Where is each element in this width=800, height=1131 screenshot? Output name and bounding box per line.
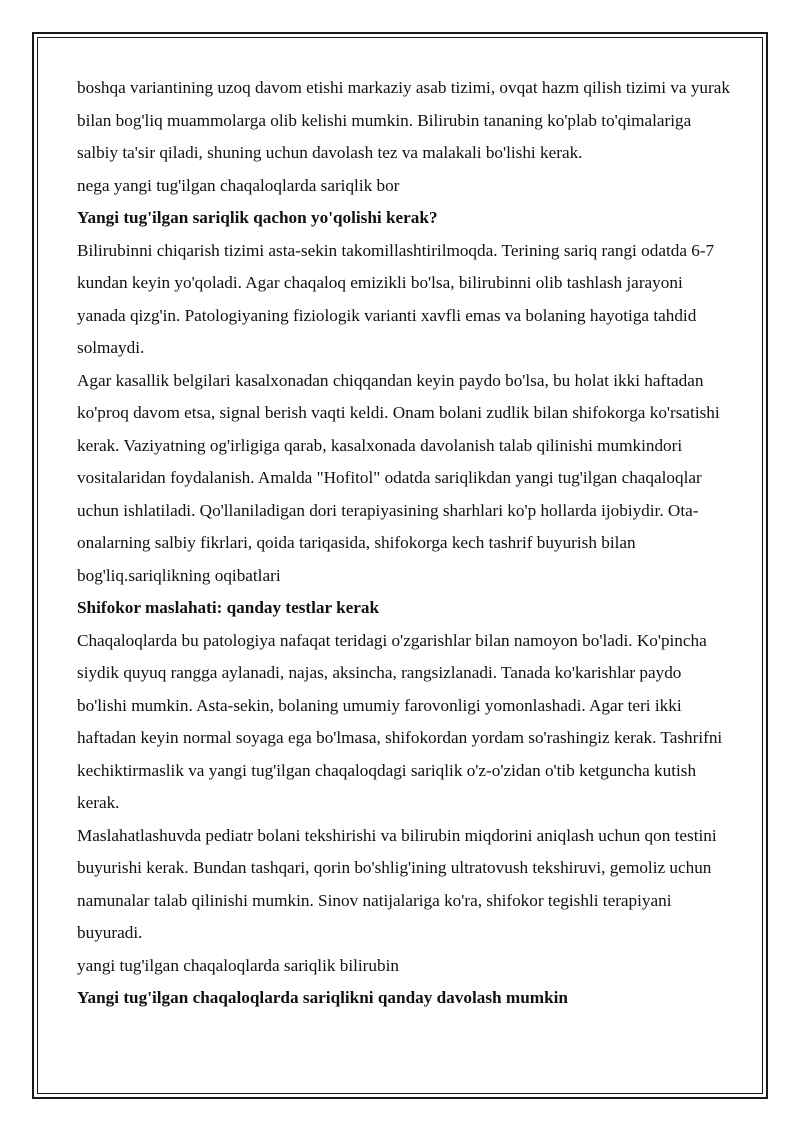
paragraph: Agar kasallik belgilari kasalxonadan chiqqandan keyin paydo bo'lsa, bu holat ikki haftadan ko'proq davom etsa, signal berish vaqti keldi. Onam bolani zudlik bilan shifokorga ko'rsatishi kerak. Vaziyatning og'irligiga qarab, kasalxonada davolanish talab qilinishi mumkindori vositalaridan foydalanish. Amalda "Hofitol" odatda sariqlikdan yangi tug'ilgan chaqaloqlar uchun ishlatiladi. Qo'llaniladigan dori terapiyasining sharhlari ko'p hollarda ijobiydir. Ota-onalarning salbiy fikrlari, qoida tariqasida, shifokorga kech tashrif buyurish bilan bog'liq.sariqlikning oqibatlari bbox=[77, 370, 720, 585]
document-body bbox=[77, 72, 733, 1015]
section-heading: Yangi tug'ilgan sariqlik qachon yo'qolishi kerak? bbox=[77, 208, 438, 227]
section-heading: Shifokor maslahati: qanday testlar kerak bbox=[77, 598, 380, 617]
section-heading: Yangi tug'ilgan chaqaloqlarda sariqlikni qanday davolash mumkin bbox=[77, 988, 568, 1007]
image-caption: nega yangi tug'ilgan chaqaloqlarda sariqlik bor bbox=[77, 175, 400, 195]
paragraph: Maslahatlashuvda pediatr bolani tekshirishi va bilirubin miqdorini aniqlash uchun qon testini buyurishi kerak. Bundan tashqari, qorin bo'shlig'ining ultratovush tekshiruvi, gemoliz uchun namunalar talab qilinishi mumkin. Sinov natijalariga ko'ra, shifokor tegishli terapiyani buyuradi. bbox=[77, 825, 717, 942]
image-caption: yangi tug'ilgan chaqaloqlarda sariqlik bilirubin bbox=[77, 955, 399, 975]
paragraph: boshqa variantining uzoq davom etishi markaziy asab tizimi, ovqat hazm qilish tizimi va yurak bilan bog'liq muammolarga olib kelishi mumkin. Bilirubin tananing ko'plab to'qimalariga salbiy ta'sir qiladi, shuning uchun davolash tez va malakali bo'lishi kerak. bbox=[77, 78, 730, 162]
paragraph: Chaqaloqlarda bu patologiya nafaqat teridagi o'zgarishlar bilan namoyon bo'ladi. Ko'pincha siydik quyuq rangga aylanadi, najas, aksincha, rangsizlanadi. Tanada ko'karishlar paydo bo'lishi mumkin. Asta-sekin, bolaning umumiy farovonligi yomonlashadi. Agar teri ikki haftadan keyin normal soyaga ega bo'lmasa, shifokordan yordam so'rashingiz kerak. Tashrifni kechiktirmaslik va yangi tug'ilgan chaqaloqdagi sariqlik o'z-o'zidan o'tib ketguncha kutish kerak. bbox=[77, 630, 723, 812]
paragraph: Bilirubinni chiqarish tizimi asta-sekin takomillashtirilmoqda. Terining sariq rangi odatda 6-7 kundan keyin yo'qoladi. Agar chaqaloq emizikli bo'lsa, bilirubinni olib tashlash jarayoni yanada qizg'in. Patologiyaning fiziologik varianti xavfli emas va bolaning hayotiga tahdid solmaydi. bbox=[77, 240, 715, 357]
